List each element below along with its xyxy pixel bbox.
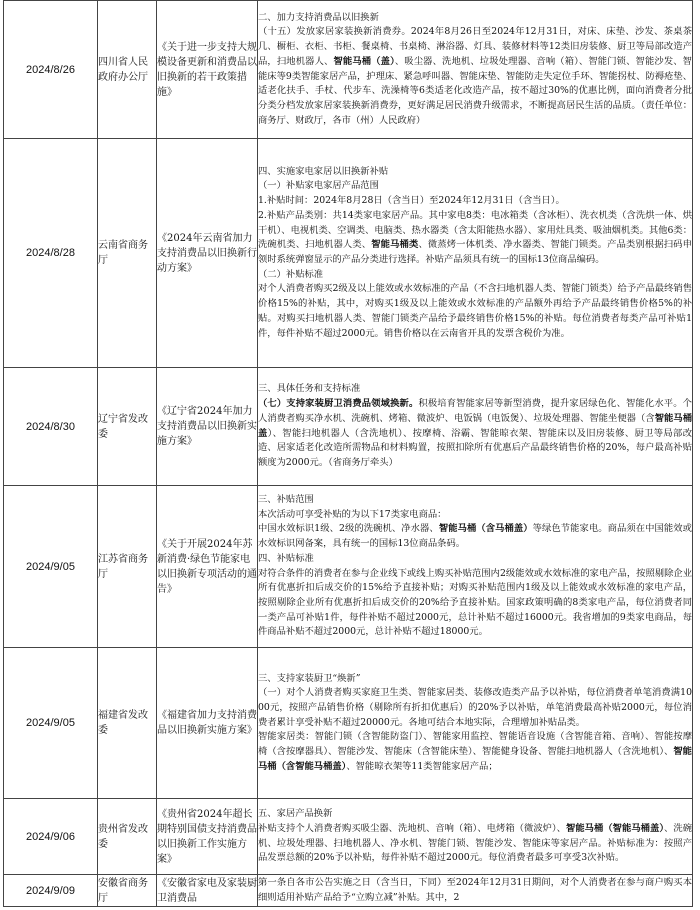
highlighted-product-text: 智能马桶盖	[258, 412, 692, 439]
content-text: 2.补贴产品类别：共14类家电家居产品。其中家电8类：电冰箱类（含冰柜）、洗衣机类（含洗烘一体、烘干机）、电视机类、空调类、电脑类、热水器类（含太阳能热水器）、家用灶具类、吸油烟机类。其他6类：洗碗机类、扫地机器人类、	[258, 209, 692, 251]
content-text: 四、补贴标准	[258, 552, 314, 564]
highlighted-product-text: 智能马桶（含马桶盖）	[438, 523, 533, 535]
policy-content-cell	[258, 1, 693, 139]
content-text: 等绿色节能家电。商品须在中国能效或水效标识网备案，具有统一的国标13位商品条码。	[258, 523, 692, 550]
department-cell: 辽宁省发改委	[98, 368, 157, 486]
table-row	[4, 139, 693, 368]
date-cell: 2024/9/06	[4, 799, 98, 875]
policy-content-cell	[258, 875, 693, 907]
date-cell: 2024/8/26	[4, 1, 98, 139]
content-text: 智能家居类：智能门锁（含智能防盗门）、智能家用监控、智能语音设施（含智能音箱、音响）、智能按摩椅（含按摩器具）、智能沙发、智能床（含智能床垫）、智能健身设备、智能扫地机器人（含洗地机）、	[258, 731, 692, 758]
department-cell: 四川省人民政府办公厅	[98, 1, 157, 139]
date-cell: 2024/8/28	[4, 139, 98, 368]
content-text: 三、补贴范围	[258, 493, 314, 505]
policy-table-body	[4, 1, 693, 907]
content-text: （十五）发放家居家装换新消费券。2024年8月26日至2024年12月31日，对床、床垫、沙发、茶桌茶几、橱柜、衣柜、书柜、餐桌椅、书桌椅、淋浴器、灯具、装修材料等12类旧房装修、厨卫等局部改造产品，扫地机器人、	[258, 26, 692, 67]
content-text: （一）对个人消费者购买家庭卫生类、智能家居类、装修改造类产品予以补贴，每位消费者单笔消费满1000元，按照产品销售价格（剔除所有折扣优惠后）的20%予以补贴，单笔消费最高补贴2000元，每位消费者累计享受补贴不超过20000元。各地可结合本地实际，合理增加补贴品类。	[258, 687, 692, 728]
document-title-cell: 《福建省加力支持消费品以旧换新实施方案》	[157, 648, 258, 799]
content-text: 本次活动可享受补贴的为以下17类家电商品：	[258, 508, 447, 520]
content-text: 第一条自各市公告实施之日（含当日，下同）至2024年12月31日期间，对个人消费者在参与商户购买本细则适用补贴产品给予“立购立减”补贴。其中，2	[258, 876, 692, 903]
department-cell: 云南省商务厅	[98, 139, 157, 368]
document-title-cell: 《安徽省家电及家装厨卫消费品	[157, 875, 258, 907]
content-text: 五、家居产品换新	[258, 808, 333, 820]
content-text: （一）补贴家电家居产品范围	[258, 180, 379, 192]
policy-content-cell	[258, 486, 693, 648]
policy-content-cell	[258, 139, 693, 368]
highlighted-product-text: 智能马桶（含智能马桶盖）	[258, 746, 692, 772]
date-cell: 2024/9/05	[4, 648, 98, 799]
content-text: 三、支持家装厨卫“焕新”	[258, 672, 361, 684]
document-title-cell: 《关于进一步支持大规模设备更新和消费品以旧换新的若干政策措施》	[157, 1, 258, 139]
table-row	[4, 1, 693, 139]
content-text: 、微蒸烤一体机类、净水器类、智能门锁类。产品类别根据扫码申领时系统弹窗显示的产品分类进行选择。补贴产品须具有统一的国标13位商品编码。	[258, 239, 692, 265]
highlighted-product-text: 智能马桶（智能马桶盖）	[566, 822, 665, 834]
table-row	[4, 368, 693, 486]
content-text: 二、加力支持消费品以旧换新	[258, 11, 379, 23]
department-cell: 江苏省商务厅	[98, 486, 157, 648]
content-text: 、吸尘器、洗地机、垃圾处理器、音响（箱）、智能门锁、智能沙发、智能床等9类智能家居产品，护理床、紧急呼叫器、智能床垫、智能防走失定位手环、智能拐杖、防褥疮垫、适老化扶手、手杖、代步车、洗澡椅等6类适老化改造产品，按不超过30%的优惠比例，面向消费者分批分类分档发放家居家装换新消费券，更好满足居民消费升级需求，不断提高居民生活的品质。（责任单位：商务厅、财政厅，各市（州）人民政府）	[258, 55, 692, 126]
content-text: 三、具体任务和支持标准	[258, 383, 361, 395]
document-title-cell: 《贵州省2024年超长期特别国债支持消费品以旧换新工作实施方案》	[157, 799, 258, 875]
document-title-cell: 《关于开展2024年苏新消费·绿色节能家电以旧换新专项活动的通告》	[157, 486, 258, 648]
content-text: 积极培育智能家居等新型消费，提升家居绿色化、智能化水平。个人消费者购买净水机、洗碗机、烤箱、微波炉、电饭锅（电饭煲）、垃圾处理器、智能坐便器（含	[258, 398, 692, 424]
highlighted-product-text: 智能马桶类	[371, 239, 419, 251]
content-text: （二）补贴标准	[258, 268, 324, 280]
policy-content-cell	[258, 799, 693, 875]
document-title-cell: 《2024年云南省加力支持消费品以旧换新行动方案》	[157, 139, 258, 368]
content-text: 、智能晾衣架等11类智能家居产品；	[346, 760, 498, 772]
date-cell: 2024/9/05	[4, 486, 98, 648]
table-row	[4, 648, 693, 799]
policy-content-cell	[258, 368, 693, 486]
date-cell: 2024/8/30	[4, 368, 98, 486]
table-row	[4, 875, 693, 907]
content-text: 对符合条件的消费者在参与企业线下或线上购买补贴范围内2级能效或水效标准的家电产品，按照剔除企业所有优惠折扣后成交价的15%给予直接补贴；对购买补贴范围内1级及以上能效或水效标准的家电产品，按照剔除企业所有优惠折扣后成交价的20%给予直接补贴。国家政策明确的8类家电产品，每位消费者同一类产品可补贴1件，每件补贴不超过2000元，总计补贴不超过16000元。我省增加的9类家电商品，每件商品补贴不超过2000元，总计补贴不超过18000元。	[258, 567, 692, 638]
document-title-cell: 《辽宁省2024年加力支持消费品以旧换新实施方案》	[157, 368, 258, 486]
policy-content-cell	[258, 648, 693, 799]
department-cell: 安徽省商务厅	[98, 875, 157, 907]
content-text: 1.补贴时间：2024年8月28日（含当日）至2024年12月31日（含当日）。	[258, 195, 565, 207]
date-cell: 2024/9/09	[4, 875, 98, 907]
content-text: 补贴支持个人消费者购买吸尘器、洗地机、音响（箱）、电烤箱（微波炉）、	[258, 822, 567, 834]
department-cell: 福建省发改委	[98, 648, 157, 799]
policy-table	[3, 0, 693, 907]
department-cell: 贵州省发改委	[98, 799, 157, 875]
highlighted-product-text: 智能马桶（盖）	[333, 55, 395, 67]
content-text: ）、智能扫地机器人（含洗地机）、按摩椅、浴霸、智能晾衣架、智能床以及旧房装修、厨卫等局部改造、居家适老化改造所需物品和材料购置，按照扣除所有优惠后产品最终销售价格的20%，每户最高补贴额度为2000元。（省商务厅牵头）	[258, 427, 692, 468]
table-row	[4, 486, 693, 648]
content-text: 四、实施家电家居以旧换新补贴	[258, 165, 389, 177]
highlighted-product-text: （七）支持家装厨卫消费品领域换新。	[258, 398, 419, 410]
content-text: 、洗碗机、垃圾处理器、扫地机器人、净水机、智能门锁、智能沙发、智能床等家居产品。补贴标准为：按照产品发票总额的20%予以补贴，每件补贴不超过2000元。每位消费者最多可享受3次补贴。	[258, 822, 692, 864]
table-row	[4, 799, 693, 875]
content-text: 中国水效标识1级、2级的洗碗机、净水器、	[258, 523, 439, 535]
content-text: 对个人消费者购买2级及以上能效或水效标准的产品（不含扫地机器人类、智能门锁类）给予产品最终销售价格15%的补贴，其中，对购买1级及以上能效或水效标准的产品额外再给予产品最终销售价格5%的补贴。对购买扫地机器人类、智能门锁类产品给予最终销售价格15%的补贴。每位消费者每类产品可补贴1件，每件补贴不超过2000元。销售价格以在云南省开具的发票含税价为准。	[258, 283, 692, 339]
